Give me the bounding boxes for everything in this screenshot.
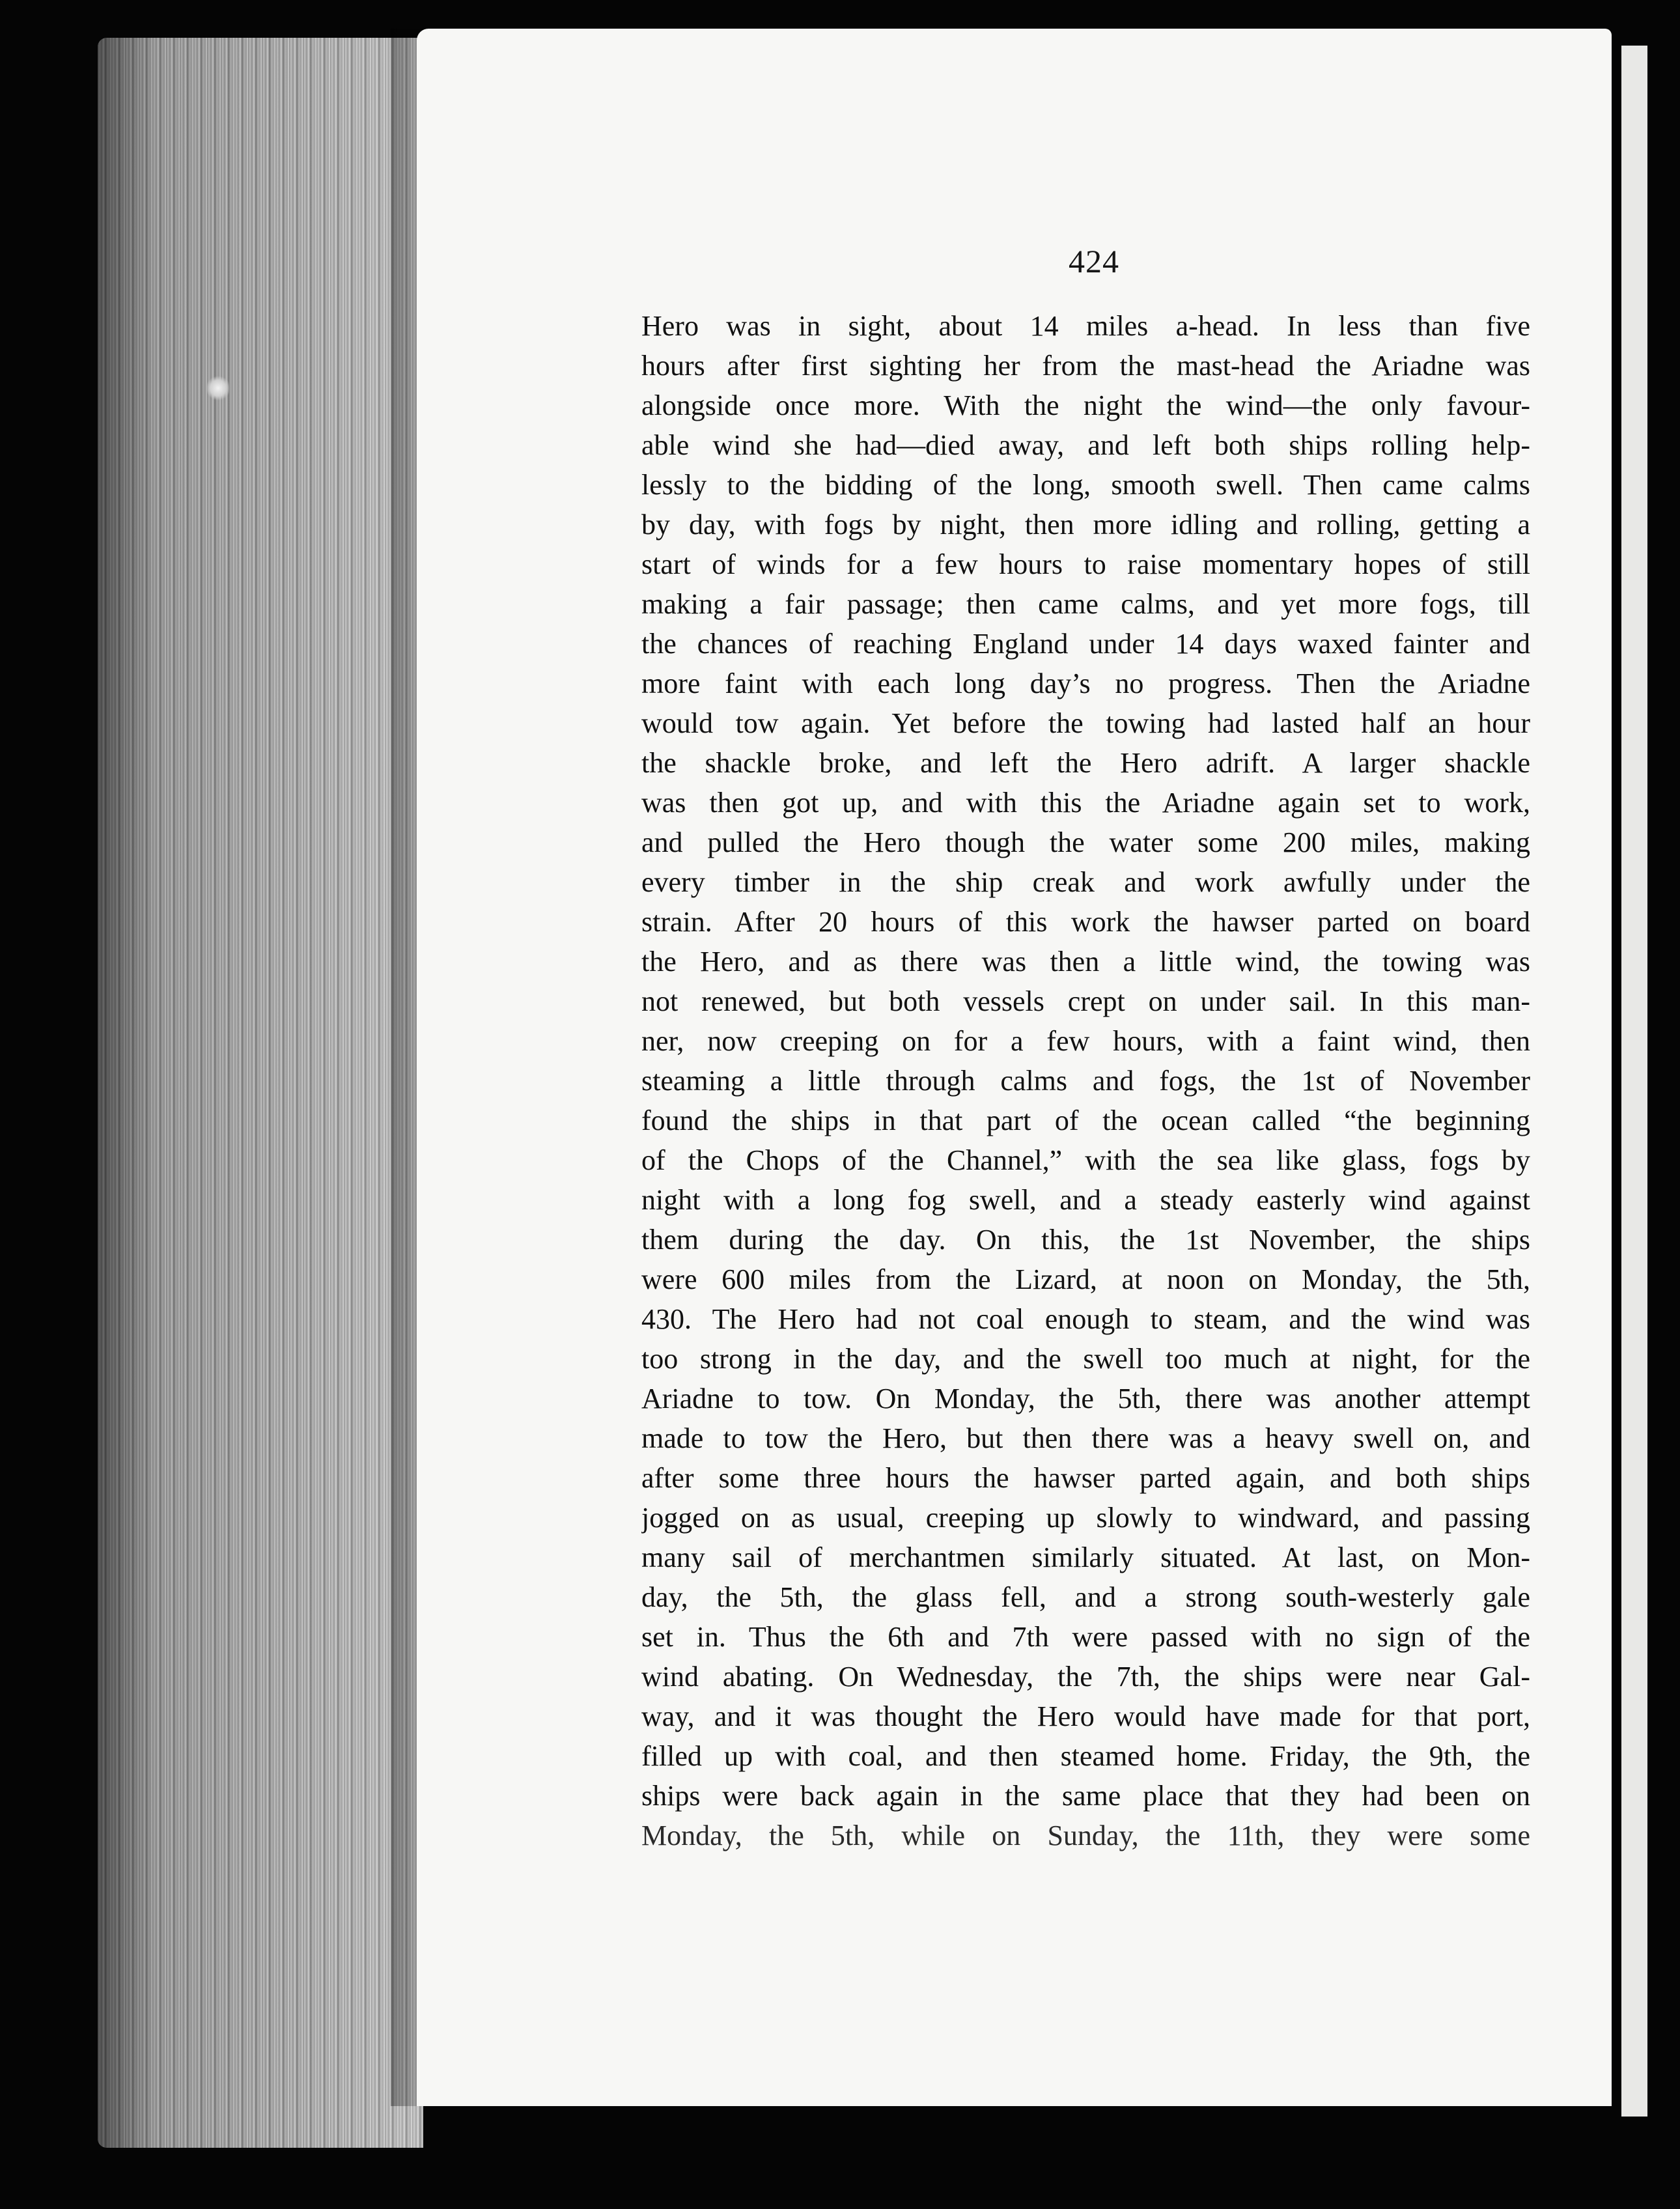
text-line: ner, now creeping on for a few hours, with a faint wind, then xyxy=(641,1025,1530,1057)
book-edge-shading xyxy=(98,38,423,2148)
text-line: Monday, the 5th, while on Sunday, the 11th, they were some xyxy=(641,1820,1530,1851)
text-line: after some three hours the hawser parted again, and both ships xyxy=(641,1462,1530,1494)
text-line: every timber in the ship creak and work awfully under the xyxy=(641,866,1530,898)
text-line: the shackle broke, and left the Hero adrift. A larger shackle xyxy=(641,747,1530,779)
text-line: lessly to the bidding of the long, smooth swell. Then came calms xyxy=(641,469,1530,501)
text-line: 430. The Hero had not coal enough to steam, and the wind was xyxy=(641,1303,1530,1335)
text-line: night with a long fog swell, and a steady easterly wind against xyxy=(641,1184,1530,1216)
text-line: able wind she had—died away, and left both ships rolling help- xyxy=(641,429,1530,461)
text-line: not renewed, but both vessels crept on under sail. In this man- xyxy=(641,985,1530,1017)
text-line: them during the day. On this, the 1st November, the ships xyxy=(641,1224,1530,1256)
text-line: steaming a little through calms and fogs, the 1st of November xyxy=(641,1065,1530,1097)
text-line: and pulled the Hero though the water some 200 miles, making xyxy=(641,826,1530,858)
text-line: Hero was in sight, about 14 miles a-head. In less than five xyxy=(641,310,1530,342)
text-line: ships were back again in the same place that they had been on xyxy=(641,1780,1530,1812)
text-line: were 600 miles from the Lizard, at noon on Monday, the 5th, xyxy=(641,1263,1530,1295)
text-line: hours after first sighting her from the mast-head the Ariadne was xyxy=(641,350,1530,382)
text-line: the Hero, and as there was then a little wind, the towing was xyxy=(641,946,1530,978)
text-line: set in. Thus the 6th and 7th were passed with no sign of the xyxy=(641,1621,1530,1653)
text-line: day, the 5th, the glass fell, and a strong south-westerly gale xyxy=(641,1581,1530,1613)
text-line: way, and it was thought the Hero would have made for that port, xyxy=(641,1700,1530,1732)
text-line: start of winds for a few hours to raise momentary hopes of still xyxy=(641,548,1530,580)
text-line: wind abating. On Wednesday, the 7th, the ships were near Gal- xyxy=(641,1661,1530,1693)
text-line: found the ships in that part of the ocean called “the beginning xyxy=(641,1104,1530,1136)
text-line: was then got up, and with this the Ariadne again set to work, xyxy=(641,787,1530,819)
text-line: many sail of merchantmen similarly situated. At last, on Mon- xyxy=(641,1541,1530,1573)
next-page-edge xyxy=(1621,46,1647,2117)
text-line: making a fair passage; then came calms, and yet more fogs, till xyxy=(641,588,1530,620)
text-line: jogged on as usual, creeping up slowly to windward, and passing xyxy=(641,1502,1530,1534)
body-text xyxy=(641,306,1530,1855)
text-line: made to tow the Hero, but then there was a heavy swell on, and xyxy=(641,1422,1530,1454)
text-line: Ariadne to tow. On Monday, the 5th, there was another attempt xyxy=(641,1383,1530,1414)
page-number: 424 xyxy=(1069,243,1119,279)
text-line: alongside once more. With the night the wind—the only favour- xyxy=(641,389,1530,421)
text-line: of the Chops of the Channel,” with the sea like glass, fogs by xyxy=(641,1144,1530,1176)
text-line: strain. After 20 hours of this work the hawser parted on board xyxy=(641,906,1530,938)
text-line: by day, with fogs by night, then more idling and rolling, getting a xyxy=(641,509,1530,541)
text-line: more faint with each long day’s no progress. Then the Ariadne xyxy=(641,668,1530,699)
text-line: would tow again. Yet before the towing had lasted half an hour xyxy=(641,707,1530,739)
paper-blemish xyxy=(207,374,229,402)
text-line: too strong in the day, and the swell too much at night, for the xyxy=(641,1343,1530,1375)
text-line: filled up with coal, and then steamed home. Friday, the 9th, the xyxy=(641,1740,1530,1772)
text-line: the chances of reaching England under 14 days waxed fainter and xyxy=(641,628,1530,660)
